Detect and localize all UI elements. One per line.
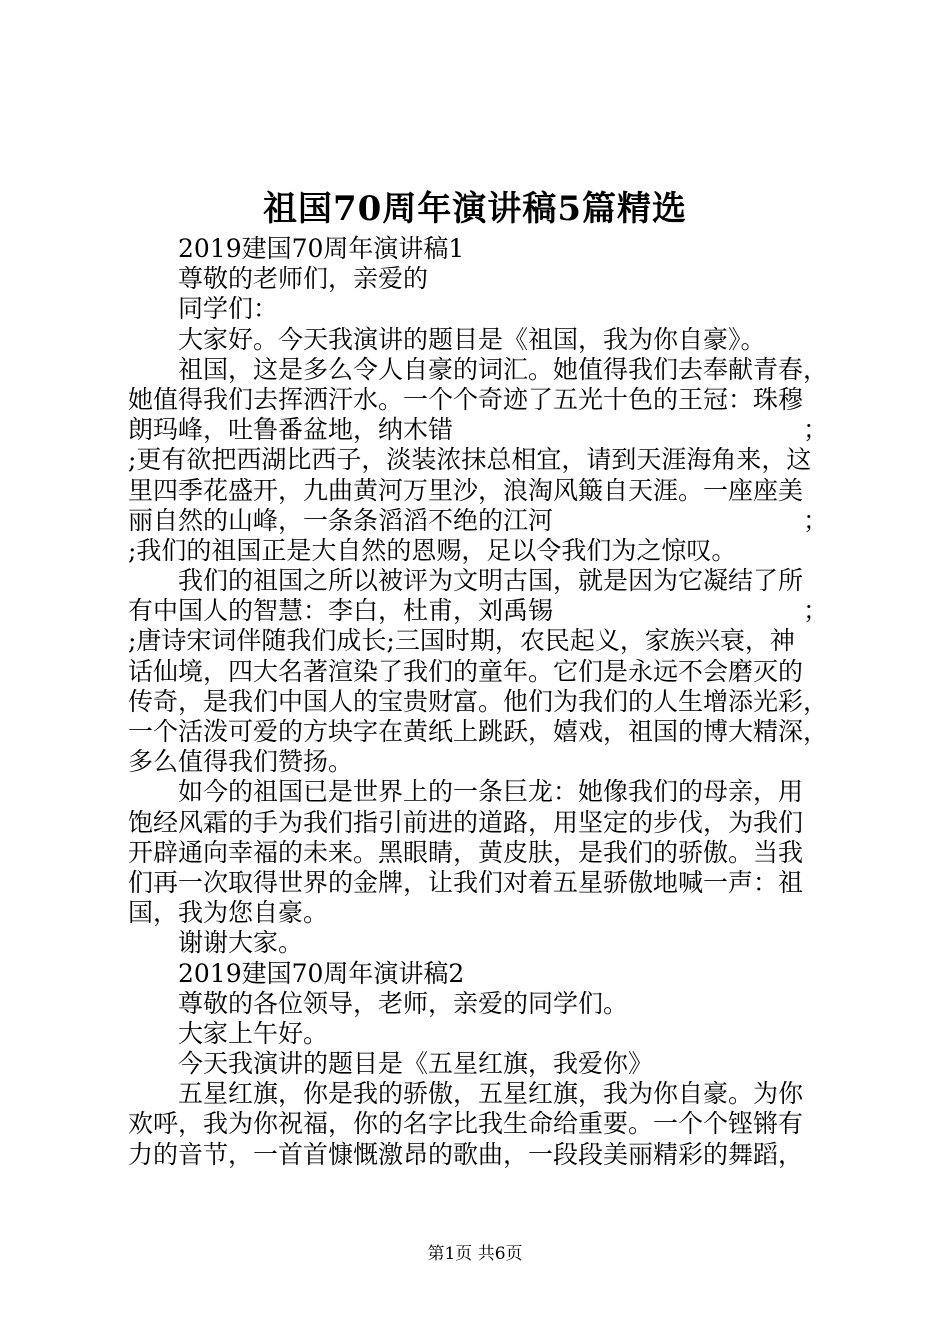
- text-line-main: 丽自然的山峰，一条条滔滔不绝的江河: [128, 505, 554, 535]
- page-footer: 第1页 共6页: [427, 1244, 523, 1264]
- text-line: 如今的祖国已是世界上的一条巨龙：她像我们的母亲，用: [178, 777, 804, 807]
- text-line: 饱经风霜的手为我们指引前进的道路，用坚定的步伐，为我们: [128, 807, 804, 837]
- text-line-end: ；: [802, 596, 828, 626]
- text-line: 尊敬的老师们，亲爱的: [178, 264, 429, 294]
- text-line: 一个活泼可爱的方块字在黄纸上跳跃，嬉戏，祖国的博大精深，: [128, 717, 829, 746]
- text-line: 话仙境，四大名著渲染了我们的童年。它们是永远不会磨灭的: [128, 656, 804, 686]
- text-line: 多么值得我们赞扬。: [128, 747, 354, 777]
- text-line: 力的音节，一首首慷慨激昂的歌曲，一段段美丽精彩的舞蹈，: [128, 1139, 804, 1169]
- text-line: 开辟通向幸福的未来。黑眼睛，黄皮肤，是我们的骄傲。当我: [128, 837, 804, 867]
- text-line: 欢呼，我为你祝福，你的名字比我生命给重要。一个个铿锵有: [128, 1109, 804, 1139]
- text-line: [128, 506, 828, 536]
- text-line: 谢谢大家。: [178, 928, 304, 958]
- text-line: ;更有欲把西湖比西子，淡装浓抹总相宜，请到天涯海角来，这: [128, 445, 812, 475]
- text-line-main: 朗玛峰，吐鲁番盆地，纳木错: [128, 415, 454, 445]
- document-title: 祖国70周年演讲稿5篇精选: [263, 189, 687, 229]
- document-body: [128, 234, 828, 1170]
- text-line: 尊敬的各位领导，老师，亲爱的同学们。: [178, 988, 629, 1018]
- text-line: 传奇，是我们中国人的宝贵财富。他们为我们的人生增添光彩，: [128, 686, 829, 716]
- text-line: 大家好。今天我演讲的题目是《祖国，我为你自豪》。: [178, 324, 766, 354]
- text-line: 们再一次取得世界的金牌，让我们对着五星骄傲地喊一声：祖: [128, 867, 804, 897]
- text-line: [128, 596, 828, 626]
- text-line: [128, 415, 828, 445]
- text-line: 今天我演讲的题目是《五星红旗，我爱你》: [178, 1049, 654, 1079]
- text-line: 里四季花盛开，九曲黄河万里沙，浪淘风簸自天涯。一座座美: [128, 475, 804, 505]
- text-line: ;唐诗宋词伴随我们成长;三国时期，农民起义，家族兴衰，神: [128, 626, 795, 656]
- text-line: 五星红旗，你是我的骄傲，五星红旗，我为你自豪。为你: [178, 1079, 804, 1109]
- text-line: 2019建国70周年演讲稿1: [178, 234, 465, 263]
- text-line: 2019建国70周年演讲稿2: [178, 958, 465, 988]
- text-line: 国，我为您自豪。: [128, 898, 329, 928]
- text-line: 我们的祖国之所以被评为文明古国，就是因为它凝结了所: [178, 566, 804, 596]
- text-line-end: ；: [802, 415, 828, 445]
- text-line: 大家上午好。: [178, 1018, 329, 1048]
- text-line-main: 有中国人的智慧：李白，杜甫，刘禹锡: [128, 596, 554, 626]
- text-line: 同学们：: [178, 294, 279, 324]
- text-line: 祖国，这是多么令人自豪的词汇。她值得我们去奉献青春，: [178, 354, 829, 384]
- text-line: 她值得我们去挥洒汗水。一个个奇迹了五光十色的王冠：珠穆: [128, 384, 804, 414]
- text-line: ;我们的祖国正是大自然的恩赐，足以令我们为之惊叹。: [128, 535, 737, 565]
- text-line-end: ；: [802, 505, 828, 535]
